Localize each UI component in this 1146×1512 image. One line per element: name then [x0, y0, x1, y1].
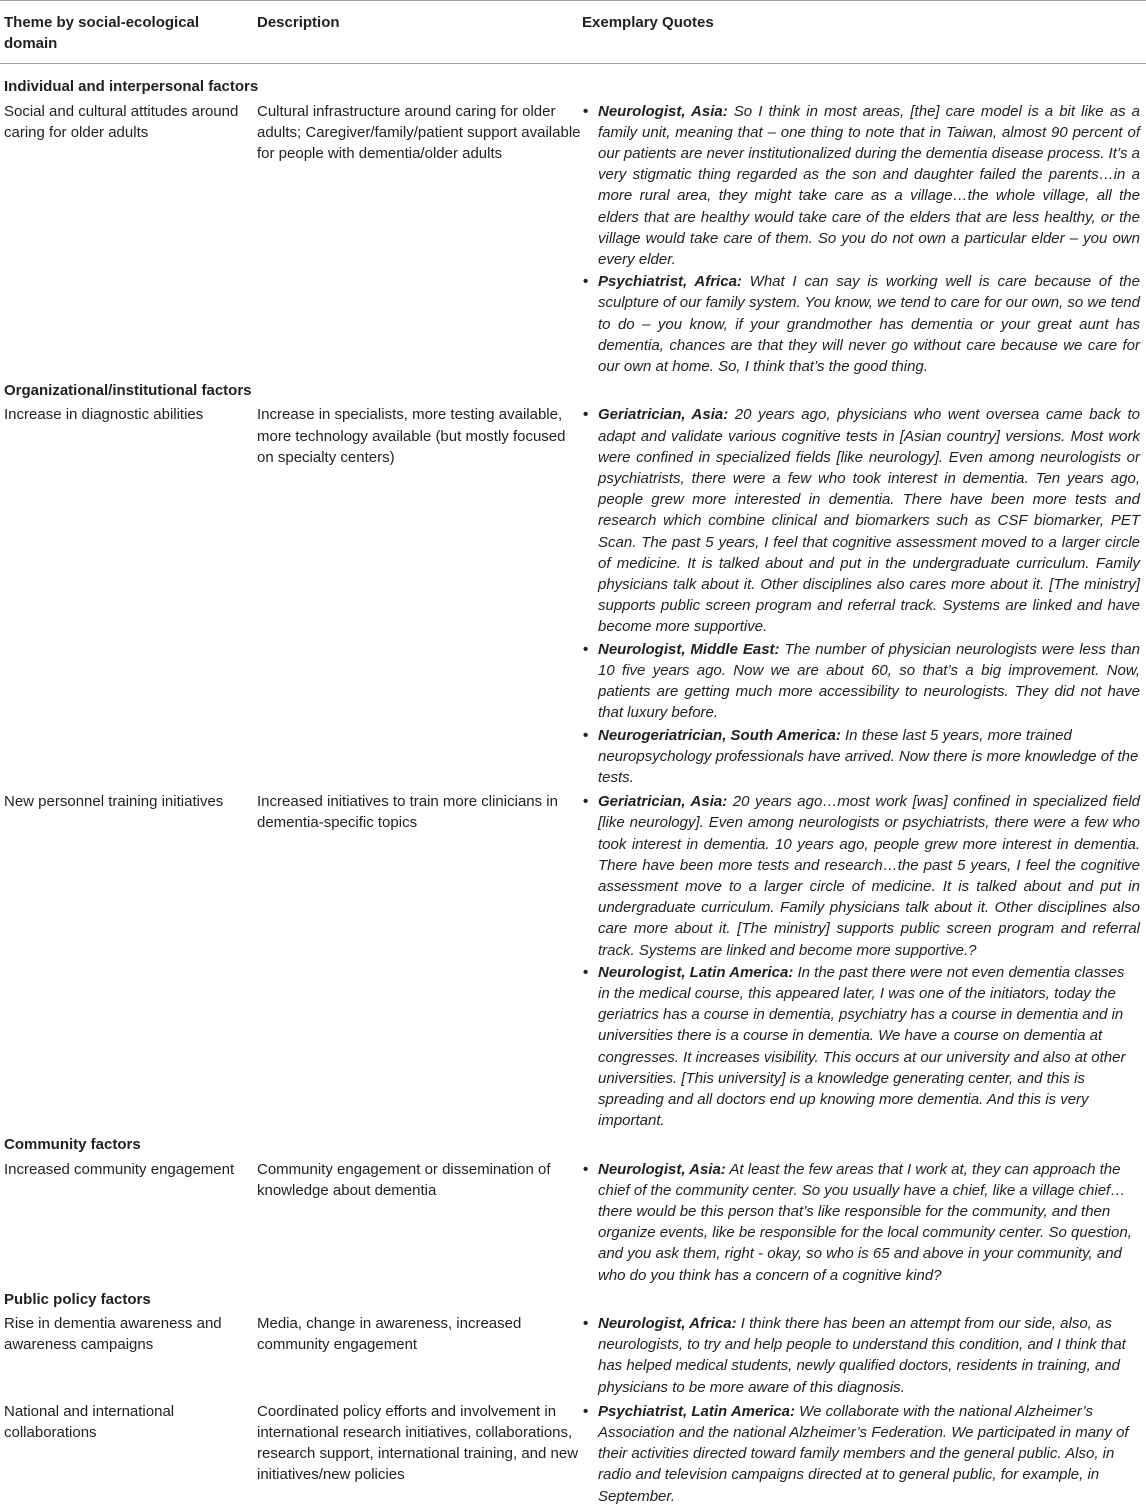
theme-cell: Increased community engagement — [4, 1160, 235, 1178]
quote-text: At least the few areas that I work at, they can approach the chief of the community center. So you usually have a chief, like a village chief…there would be this person that’s like responsible for the community, and then organize events, like be responsible for the local community center. So question, and you ask them, right - okay, so who is 65 and above in your community, and who do you think has a concern of a cognitive kind? — [598, 1160, 1132, 1284]
bullet-icon: • — [583, 102, 589, 120]
description-cell: Increased initiatives to train more clinicians in dementia-specific topics — [257, 793, 558, 832]
quotes-cell — [582, 101, 1146, 381]
section-row — [0, 1289, 1146, 1313]
header-description: Description — [253, 1, 582, 64]
description-cell: Media, change in awareness, increased community engagement — [257, 1314, 522, 1354]
quote-text: 20 years ago…most work [was] confined in specialized field [like neurology]. Even among neurologists or psychiatrists, there were a few who took interest in dementia. 10 years ago, people grew more interest in dementia. There have been more tests and research…the past 5 years, I feel the cognitive assessment move to a larger circle of medicine. It is talked about and put in undergraduate curriculum. Family physicians talk about it. Other disciplines also care more about it. [The ministry] supports public screen program and referral track. Systems are linked and become more supportive.? — [598, 793, 1140, 959]
section-title: Organizational/institutional factors — [4, 382, 252, 400]
section-row — [0, 64, 1146, 101]
section-row — [0, 1134, 1146, 1158]
quote-text: 20 years ago, physicians who went oversea came back to adapt and validate various cognitive tests in [Asian country] versions. Most work were confined in specialized fields [like neurology]. Even among neurologists or psychiatrists, there were a few who took interest in dementia. Ten years ago, people grew more interested in dementia. There have been more tests and research which combine clinical and biomarkers such as CSF biomarker, PET Scan. The past 5 years, I feel that cognitive assessment moved to a larger circle of medicine. It is talked about and put in the undergraduate curriculum. Family physicians talk about it. Other disciplines also cares more about it. [The ministry] supports public screen program and referral track. Systems are linked and have become more supportive. — [598, 406, 1140, 636]
theme-cell: New personnel training initiatives — [4, 793, 224, 811]
section-title: Individual and interpersonal factors — [4, 78, 259, 96]
bullet-icon: • — [583, 1402, 589, 1420]
bullet-icon: • — [583, 273, 589, 291]
header-theme: Theme by social-ecological domain — [0, 1, 253, 64]
quote-item — [582, 271, 1140, 377]
quote-speaker: Neurogeriatrician, South America: — [598, 726, 841, 744]
quote-speaker: Neurologist, Asia: — [598, 102, 728, 120]
quote-item — [582, 101, 1140, 271]
theme-cell: Social and cultural attitudes around caring for older adults — [4, 102, 239, 141]
theme-cell: Rise in dementia awareness and awareness campaigns — [4, 1314, 222, 1354]
section-title: Community factors — [4, 1136, 141, 1154]
section-row — [0, 380, 1146, 404]
quote-text: We collaborate with the national Alzheimer’s Association and the national Alzheimer’s Federation. We participated in many of their activities directed toward family members and the general public. Also, in radio and television campaigns directed at to general public, for example, in September. — [598, 1402, 1129, 1505]
quote-text: In these last 5 years, more trained neuropsychology professionals have arrived. Now there is more knowledge of the tests. — [598, 726, 1139, 786]
table-row — [0, 101, 1146, 381]
table-row — [0, 1159, 1146, 1289]
description-cell: Increase in specialists, more testing available, more technology available (but mostly focused on specialty centers) — [257, 406, 566, 466]
quote-item — [582, 639, 1140, 724]
description-cell: Coordinated policy efforts and involvement in international research initiatives, collaborations, research support, international training, and new initiatives/new policies — [257, 1402, 579, 1484]
quote-speaker: Psychiatrist, Africa: — [598, 273, 742, 291]
table-row — [0, 404, 1146, 791]
quotes-cell — [582, 404, 1146, 791]
header-quotes: Exemplary Quotes — [582, 1, 1146, 64]
quote-speaker: Psychiatrist, Latin America: — [598, 1402, 796, 1420]
quote-speaker: Neurologist, Africa: — [598, 1314, 737, 1332]
quote-text: So I think in most areas, [the] care model is a bit like as a family unit, meaning that – one thing to note that in Taiwan, almost 90 percent of our patients are never institutionalized during the dementia disease process. It’s a very stigmatic thing regarded as the son and daughter failed the parents…in a more rural area, they might take care as a village…the whole village, all the elders that are healthy would take care of the elders that are less healthy, or the village would take care of them. So you do not own a particular elder – you own every elder. — [598, 102, 1140, 269]
quote-item — [582, 1159, 1140, 1286]
quote-speaker: Neurologist, Middle East: — [598, 640, 780, 658]
quotes-cell — [582, 1313, 1146, 1401]
bullet-icon: • — [583, 640, 589, 658]
bullet-icon: • — [583, 963, 589, 981]
quote-item — [582, 1401, 1140, 1507]
quote-speaker: Geriatrician, Asia: — [598, 406, 729, 424]
quote-speaker: Geriatrician, Asia: — [598, 793, 728, 811]
quotes-cell — [582, 791, 1146, 1134]
quote-text: I think there has been an attempt from our side, also, as neurologists, to try and help people to understand this condition, and I think that has helped medical students, newly qualified doctors, residents in training, and physicians to be more aware of this diagnosis. — [598, 1314, 1126, 1396]
bullet-icon: • — [583, 1160, 589, 1178]
quote-item — [582, 962, 1140, 1132]
quotes-cell — [582, 1159, 1146, 1289]
quote-text: In the past there were not even dementia classes in the medical course, this appeared later, I was one of the initiators, today the geriatrics has a course in dementia, psychiatry has a course in dementia and in universities there is a course in dementia. We have a course on dementia at congresses. It increases visibility. This occurs at our university and also at other universities. [This university] is a knowledge generating center, and this is spreading and all doctors end up knowing more dementia. And this is very important. — [598, 963, 1126, 1130]
bullet-icon: • — [583, 793, 589, 811]
section-title: Public policy factors — [4, 1290, 151, 1308]
quote-speaker: Neurologist, Latin America: — [598, 963, 794, 981]
bullet-icon: • — [583, 726, 589, 744]
quote-item — [582, 404, 1140, 637]
table-row — [0, 791, 1146, 1134]
theme-cell: National and international collaborations — [4, 1402, 175, 1441]
description-cell: Cultural infrastructure around caring for older adults; Caregiver/family/patient support available for people with dementia/older adults — [257, 102, 581, 163]
quote-item — [582, 1313, 1140, 1398]
quote-speaker: Neurologist, Asia: — [598, 1160, 726, 1178]
quote-text: What I can say is working well is care because of the sculpture of our family system. You know, we tend to care for our own, so we tend to do – you know, if your grandmother has dementia or your great aunt has dementia, chances are that they will never go without care because we care for our own at home. So, I think that’s the good thing. — [598, 273, 1140, 376]
table-row — [0, 1401, 1146, 1512]
theme-cell: Increase in diagnostic abilities — [4, 406, 204, 424]
quote-text: The number of physician neurologists were less than 10 five years ago. Now we are about 60, so that’s a big improvement. Now, patients are getting much more accessibility to neurologists. They did not have that luxury before. — [598, 640, 1140, 722]
table-header — [0, 1, 1146, 64]
bullet-icon: • — [583, 1314, 589, 1332]
quote-item — [582, 725, 1140, 789]
table-row — [0, 1313, 1146, 1401]
quote-item — [582, 791, 1140, 961]
quotes-cell — [582, 1401, 1146, 1512]
bullet-icon: • — [583, 406, 589, 424]
description-cell: Community engagement or dissemination of knowledge about dementia — [257, 1160, 551, 1199]
